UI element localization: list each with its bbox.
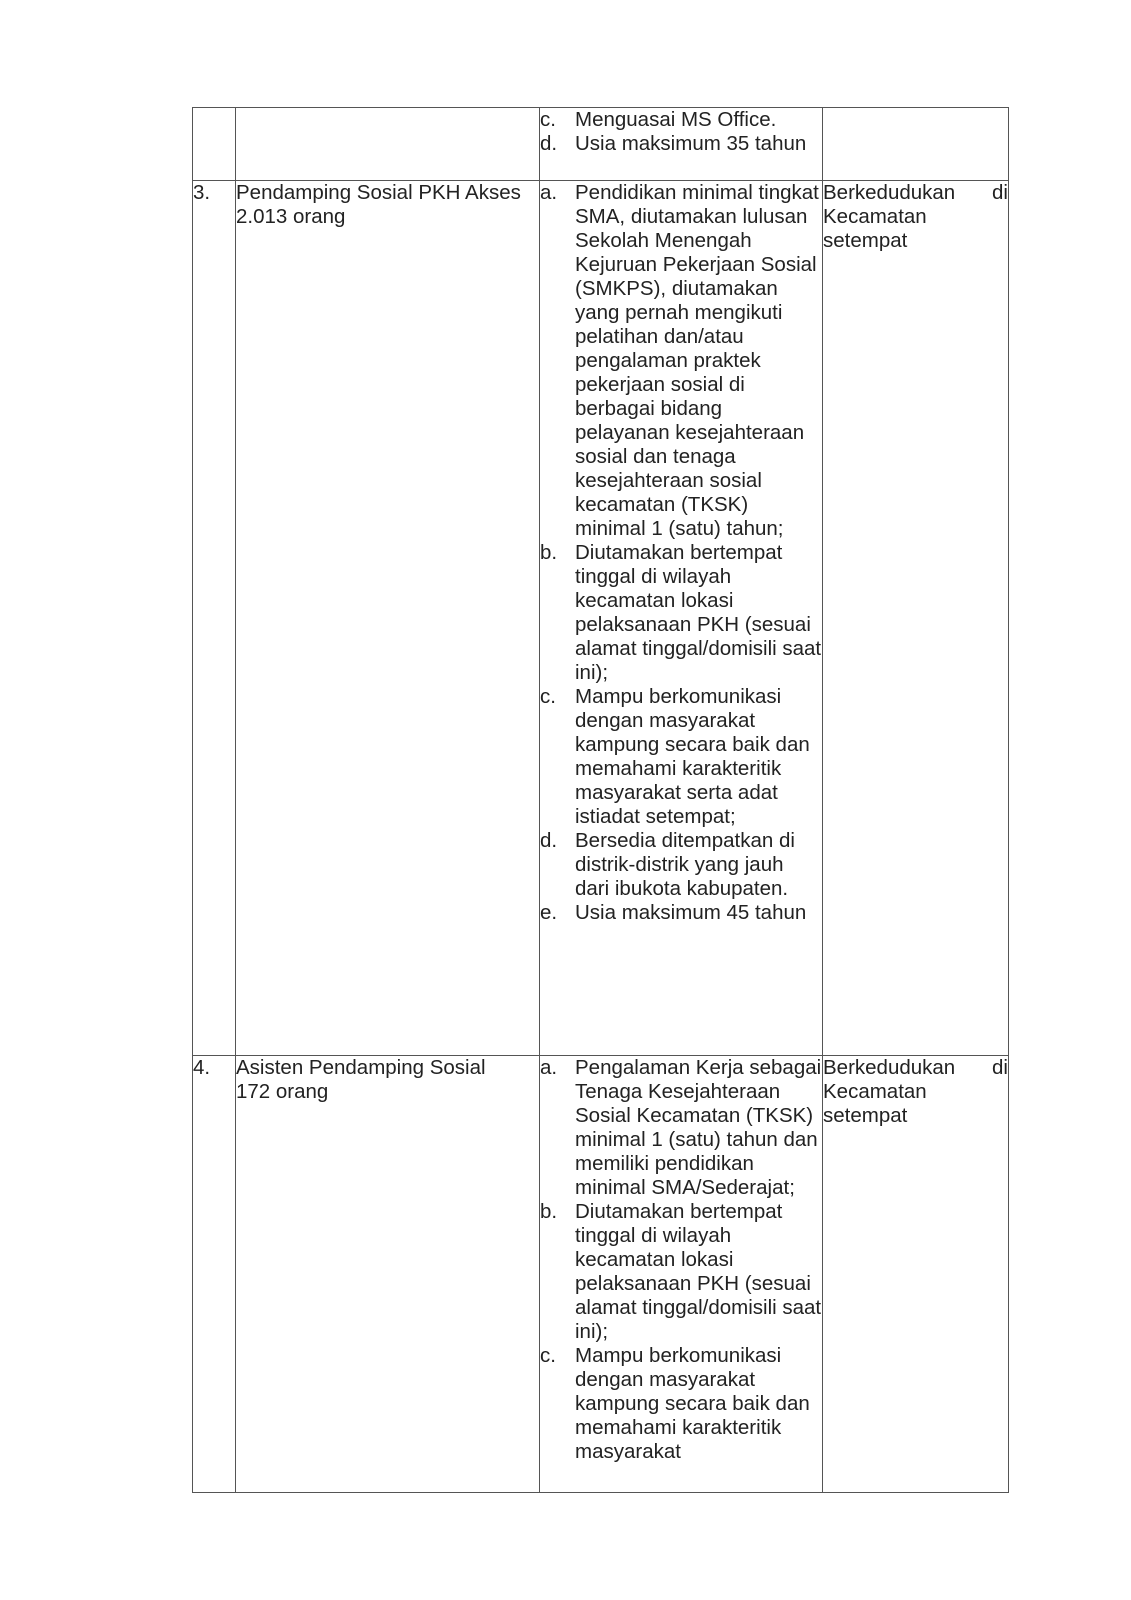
table-row (193, 108, 1009, 181)
list-item (540, 1200, 822, 1344)
position-quota: 172 orang (236, 1080, 329, 1103)
list-item-text: Diutamakan bertempat tinggal di wilayah kecamatan lokasi pelaksanaan PKH (sesuai alamat tinggal/domisili saat ini); (575, 541, 822, 684)
row-number (193, 108, 236, 181)
position-cell (236, 108, 540, 181)
location-cell (823, 108, 1009, 181)
table-row (193, 1056, 1009, 1493)
list-marker: c. (540, 685, 556, 708)
list-item-text: Bersedia ditempatkan di distrik-distrik yang jauh dari ibukota kabupaten. (575, 829, 795, 900)
requirements-cell (540, 108, 823, 181)
list-item-text: Usia maksimum 35 tahun (575, 132, 807, 155)
list-marker: a. (540, 181, 558, 204)
position-cell (236, 181, 540, 1056)
list-item (540, 108, 822, 132)
list-item (540, 541, 822, 685)
list-item-text: Mampu berkomunikasi dengan masyarakat kampung secara baik dan memahami karakteritik masyarakat serta adat istiadat setempat; (575, 685, 810, 828)
list-item-text: Pengalaman Kerja sebagai Tenaga Kesejahteraan Sosial Kecamatan (TKSK) minimal 1 (satu) tahun dan memiliki pendidikan minimal SMA/Sederajat; (575, 1056, 822, 1199)
position-title: Pendamping Sosial PKH Akses (236, 181, 521, 204)
requirements-cell (540, 181, 823, 1056)
list-item-text: Diutamakan bertempat tinggal di wilayah kecamatan lokasi pelaksanaan PKH (sesuai alamat tinggal/domisili saat ini); (575, 1200, 822, 1343)
requirements-table (192, 107, 1009, 1493)
location-cell: Berkedudukan di Kecamatan setempat (823, 1056, 1009, 1493)
list-item (540, 181, 822, 541)
row-number: 3. (193, 181, 236, 1056)
list-marker: d. (540, 829, 558, 852)
list-marker: c. (540, 1344, 556, 1367)
position-quota: 2.013 orang (236, 205, 346, 228)
requirements-list (540, 108, 822, 156)
list-marker: d. (540, 132, 558, 155)
list-item-text: Usia maksimum 45 tahun (575, 901, 807, 924)
requirements-list (540, 181, 822, 925)
list-marker: a. (540, 1056, 558, 1079)
list-item (540, 829, 822, 901)
requirements-cell (540, 1056, 823, 1493)
list-item-text: Mampu berkomunikasi dengan masyarakat kampung secara baik dan memahami karakteritik masyarakat (575, 1344, 810, 1463)
list-item-text: Menguasai MS Office. (575, 108, 777, 131)
list-item (540, 1344, 822, 1464)
list-item (540, 685, 822, 829)
location-cell: Berkedudukan di Kecamatan setempat (823, 181, 1009, 1056)
table-row (193, 181, 1009, 1056)
list-item (540, 132, 822, 156)
list-item (540, 901, 822, 925)
list-marker: b. (540, 1200, 558, 1223)
list-marker: e. (540, 901, 558, 924)
position-cell (236, 1056, 540, 1493)
position-title: Asisten Pendamping Sosial (236, 1056, 486, 1079)
row-number: 4. (193, 1056, 236, 1493)
list-marker: c. (540, 108, 556, 131)
list-item (540, 1056, 822, 1200)
list-item-text: Pendidikan minimal tingkat SMA, diutamakan lulusan Sekolah Menengah Kejuruan Pekerjaan Sosial (SMKPS), diutamakan yang pernah mengikuti pelatihan dan/atau pengalaman praktek pekerjaan sosial di berbagai bidang pelayanan kesejahteraan sosial dan tenaga kesejahteraan sosial kecamatan (TKSK) minimal 1 (satu) tahun; (575, 181, 819, 540)
requirements-list (540, 1056, 822, 1464)
list-marker: b. (540, 541, 558, 564)
